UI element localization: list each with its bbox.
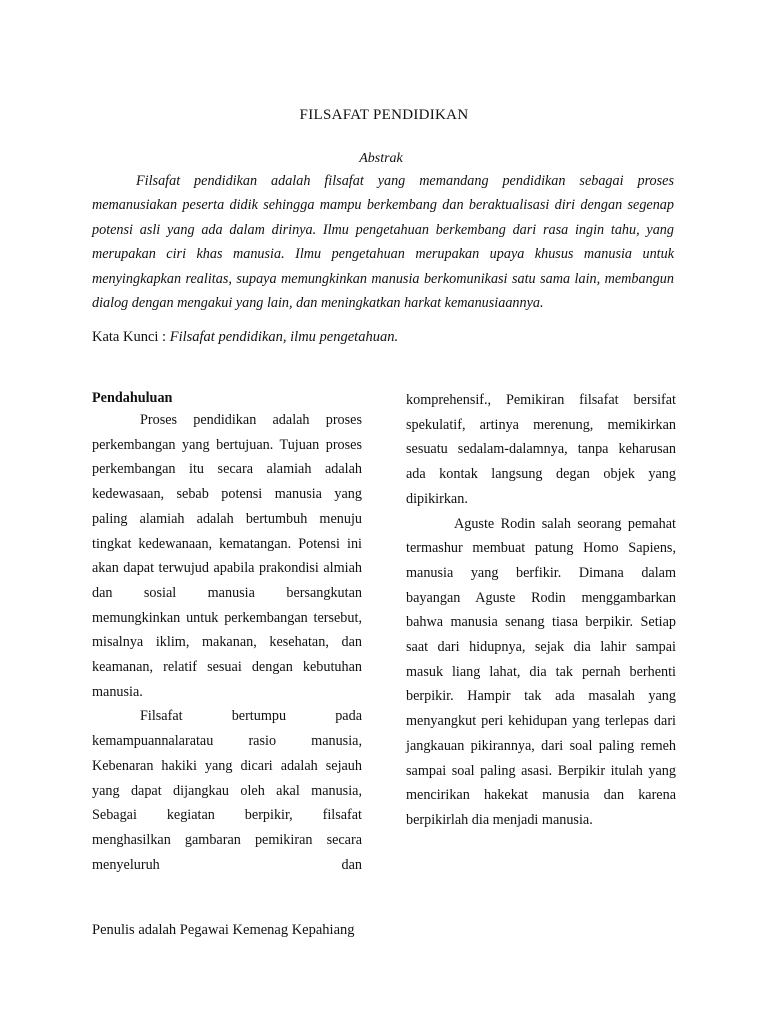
left-paragraph-1: Proses pendidikan adalah proses perkembangan yang bertujuan. Tujuan proses perkembangan itu secara alamiah adalah kedewasaan, sebab potensi manusia yang paling alamiah adalah bertumbuh menuju tingkat kedewanaan, kematangan. Potensi ini akan dapat terwujud apabila prakondisi almiah dan sosial manusia bersangkutan memungkinkan untuk perkembangan tersebut, misalnya iklim, makanan, kesehatan, dan keamanan, relatif sesuai dengan kebutuhan manusia. bbox=[92, 412, 362, 700]
abstract-text: Filsafat pendidikan adalah filsafat yang memandang pendidikan sebagai proses memanusiakan peserta didik sehingga mampu berkembang dan beraktualisasi diri dengan segenap potensi asli yang ada dalam dirinya. Ilmu pengetahuan berkembang dari rasa ingin tahu, yang merupakan ciri khas manusia. Ilmu pengetahuan merupakan upaya khusus manusia untuk menyingkapkan realitas, supaya memungkinkan manusia berkomunikasi satu sama lain, membangun dialog dengan mengakui yang lain, dan meningkatkan harkat kemanusiaannya. bbox=[92, 173, 674, 312]
document-title: FILSAFAT PENDIDIKAN bbox=[299, 107, 469, 123]
section-heading: Pendahuluan bbox=[92, 390, 173, 406]
left-paragraph-2: Filsafat bertumpu pada kemampuannalaratau rasio manusia, Kebenaran hakiki yang dicari adalah sejauh yang dapat dijangkau oleh akal manusia, Sebagai kegiatan berpikir, filsafat menghasilkan gambaran pemikiran secara menyeluruh dan bbox=[92, 708, 362, 873]
right-paragraph-2: Aguste Rodin salah seorang pemahat termashur membuat patung Homo Sapiens, manusia yang berfikir. Dimana dalam bayangan Aguste Rodin menggambarkan bahwa manusia senang tiasa berpikir. Setiap saat dari hidupnya, sejak dia lahir sampai masuk liang lahat, dia tak pernah berhenti berpikir. Hampir tak ada masalah yang menyangkut peri kehidupan yang terlepas dari jangkauan pikirannya, dari soal paling remeh sampai soal paling asasi. Berpikir itulah yang mencirikan hakekat manusia dan karena berpikirlah dia menjadi manusia. bbox=[406, 515, 676, 828]
keywords-label: Kata Kunci : bbox=[92, 329, 170, 345]
keywords-value: Filsafat pendidikan, ilmu pengetahuan. bbox=[169, 329, 399, 345]
left-column bbox=[92, 388, 362, 877]
abstract-label: Abstrak bbox=[359, 151, 403, 166]
footer-note: Penulis adalah Pegawai Kemenag Kepahiang bbox=[92, 922, 355, 938]
right-column bbox=[406, 388, 676, 833]
keywords-line bbox=[92, 329, 398, 346]
right-paragraph-1: komprehensif., Pemikiran filsafat bersifat spekulatif, artinya merenung, memikirkan sesuatu sedalam-dalamnya, tanpa keharusan ada kontak langsung degan objek yang dipikirkan. bbox=[406, 392, 676, 507]
